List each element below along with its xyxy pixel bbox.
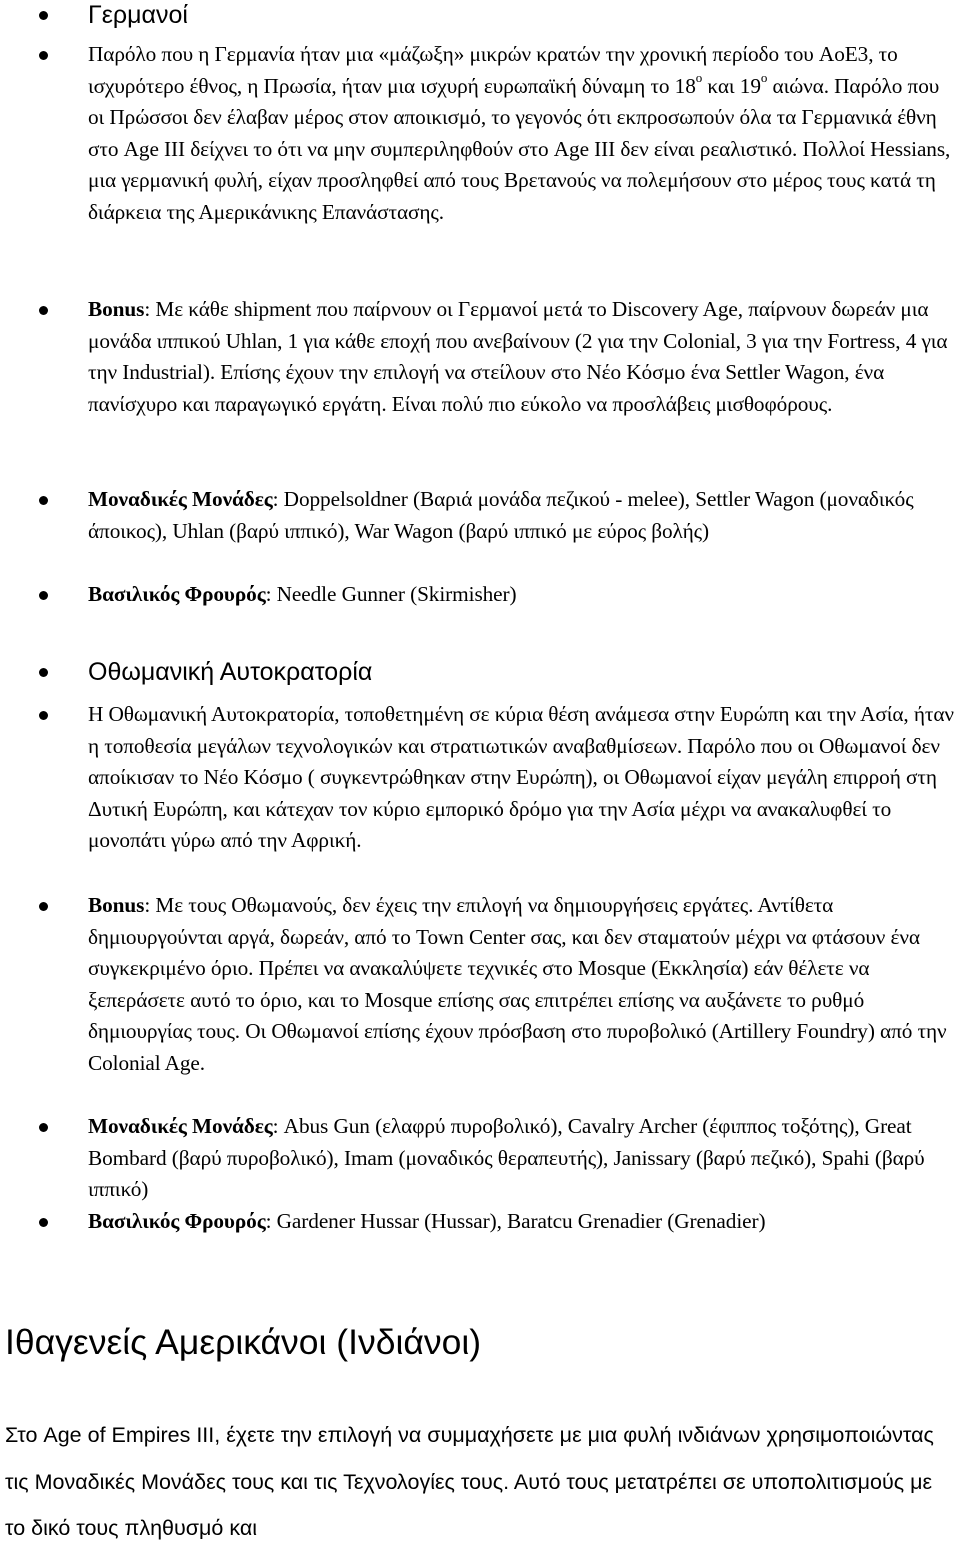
list-item (0, 484, 960, 547)
bullet-icon (39, 711, 48, 720)
bullet-icon (39, 306, 48, 315)
list-item (0, 0, 960, 32)
germans-bonus: Bonus: Με κάθε shipment που παίρνουν οι Γερμανοί μετά το Discovery Age, παίρνουν δωρεάν μια μονάδα ιππικού Uhlan, 1 για κάθε εποχή που ανεβαίνουν (2 για την Colonial, 3 για την Fortress, 4 για την Industrial). Επίσης έχουν την επιλογή να στείλουν στο Νέο Κόσμο ένα Settler Wagon, ένα πανίσχυρο και παραγωγικό εργάτη. Είναι πολύ πιο εύκολο να προσλάβεις μισθοφόρους. (88, 297, 948, 416)
bullet-icon (39, 496, 48, 505)
list-item (0, 39, 960, 228)
list-item (0, 699, 960, 857)
bullet-icon (39, 1123, 48, 1132)
list-item (0, 294, 960, 420)
list-item (0, 579, 960, 611)
section-heading-ottomans: Οθωμανική Αυτοκρατορία (88, 658, 373, 686)
list-item (0, 655, 960, 689)
ottomans-royal-guard: Βασιλικός Φρουρός: Gardener Hussar (Hussar), Baratcu Grenadier (Grenadier) (88, 1209, 766, 1233)
natives-paragraph: Στο Age of Empires III, έχετε την επιλογή να συμμαχήσετε με μια φυλή ινδιάνων χρησιμοποιώντας τις Μοναδικές Μονάδες τους και τις Τεχνολογίες τους. Αυτό τους μετατρέπει σε υποπολιτισμούς με το δικό τους πληθυσμό και (5, 1423, 934, 1540)
germans-intro: Παρόλο που η Γερμανία ήταν μια «μάζωξη» μικρών κρατών την χρονική περίοδο του AoE3, το ισχυρότερο έθνος, η Πρωσία, ήταν μια ισχυρή ευρωπαϊκή δύναμη το $18^o$ και $19^o$ αιώνα. Παρόλο που οι Πρώσσοι δεν έλαβαν μέρος στον αποικισμό, το γεγονός ότι εκπροσωπούν όλα τα Γερμανικά έθνη στο Age III δείχνει το ότι να μην συμπεριληφθούν στο Age III δεν είναι ρεαλιστικό. Πολλοί Hessians, μια γερμανική φυλή, είχαν προσληφθεί από τους Βρετανούς να πολεμήσουν στο μέρος τους κατά τη διάρκεια της Αμερικάνικης Επανάστασης. (88, 42, 951, 224)
bullet-icon (39, 51, 48, 60)
section-heading-natives: Ιθαγενείς Αμερικάνοι (Ινδιάνοι) (5, 1322, 482, 1362)
list-item (0, 1206, 960, 1238)
ottomans-unique-units: Μοναδικές Μονάδες: Abus Gun (ελαφρύ πυροβολικό), Cavalry Archer (έφιππος τοξότης), Great Bombard (βαρύ πυροβολικό), Imam (μοναδικός θεραπευτής), Janissary (βαρύ πεζικό), Spahi (βαρύ ιππικό) (88, 1114, 925, 1201)
ottomans-bonus: Bonus: Με τους Οθωμανούς, δεν έχεις την επιλογή να δημιουργήσεις εργάτες. Αντίθετα δημιουργούνται αργά, δωρεάν, από το Town Center σας, και δεν σταματούν μέχρι να φτάσουν ένα συγκεκριμένο όριο. Πρέπει να ανακαλύψετε τεχνικές στο Mosque (Εκκλησία) εάν θέλετε να ξεπεράσετε αυτό το όριο, και το Mosque επίσης σας επιτρέπει επίσης να αυξάνετε το ρυθμό δημιουργίας τους. Οι Οθωμανοί επίσης έχουν πρόσβαση στο πυροβολικό (Artillery Foundry) από την Colonial Age. (88, 893, 947, 1075)
bullet-icon (39, 668, 48, 677)
ottomans-intro: Η Οθωμανική Αυτοκρατορία, τοποθετημένη σε κύρια θέση ανάμεσα στην Ευρώπη και την Ασία, ήταν η τοποθεσία μεγάλων τεχνολογικών και στρατιωτικών αναβαθμίσεων. Παρόλο που οι Οθωμανοί δεν αποίκισαν το Νέο Κόσμο ( συγκεντρώθηκαν στην Ευρώπη), οι Οθωμανοί είχαν μεγάλη επιρροή στη Δυτική Ευρώπη, και κάτεχαν τον κύριο εμπορικό δρόμο για την Ασία μέχρι να ανακαλυφθεί το μονοπάτι γύρω από την Αφρική. (88, 702, 954, 852)
germans-unique-units: Μοναδικές Μονάδες: Doppelsoldner (Βαριά μονάδα πεζικού - melee), Settler Wagon (μοναδικός άποικος), Uhlan (βαρύ ιππικό), War Wagon (βαρύ ιππικό με εύρος βολής) (88, 487, 914, 543)
germans-royal-guard: Βασιλικός Φρουρός: Needle Gunner (Skirmisher) (88, 582, 517, 606)
bullet-icon (39, 902, 48, 911)
list-item (0, 890, 960, 1079)
section-heading-germans: Γερμανοί (88, 1, 188, 29)
bullet-icon (39, 11, 48, 20)
bullet-icon (39, 591, 48, 600)
bullet-icon (39, 1218, 48, 1227)
list-item (0, 1111, 960, 1206)
